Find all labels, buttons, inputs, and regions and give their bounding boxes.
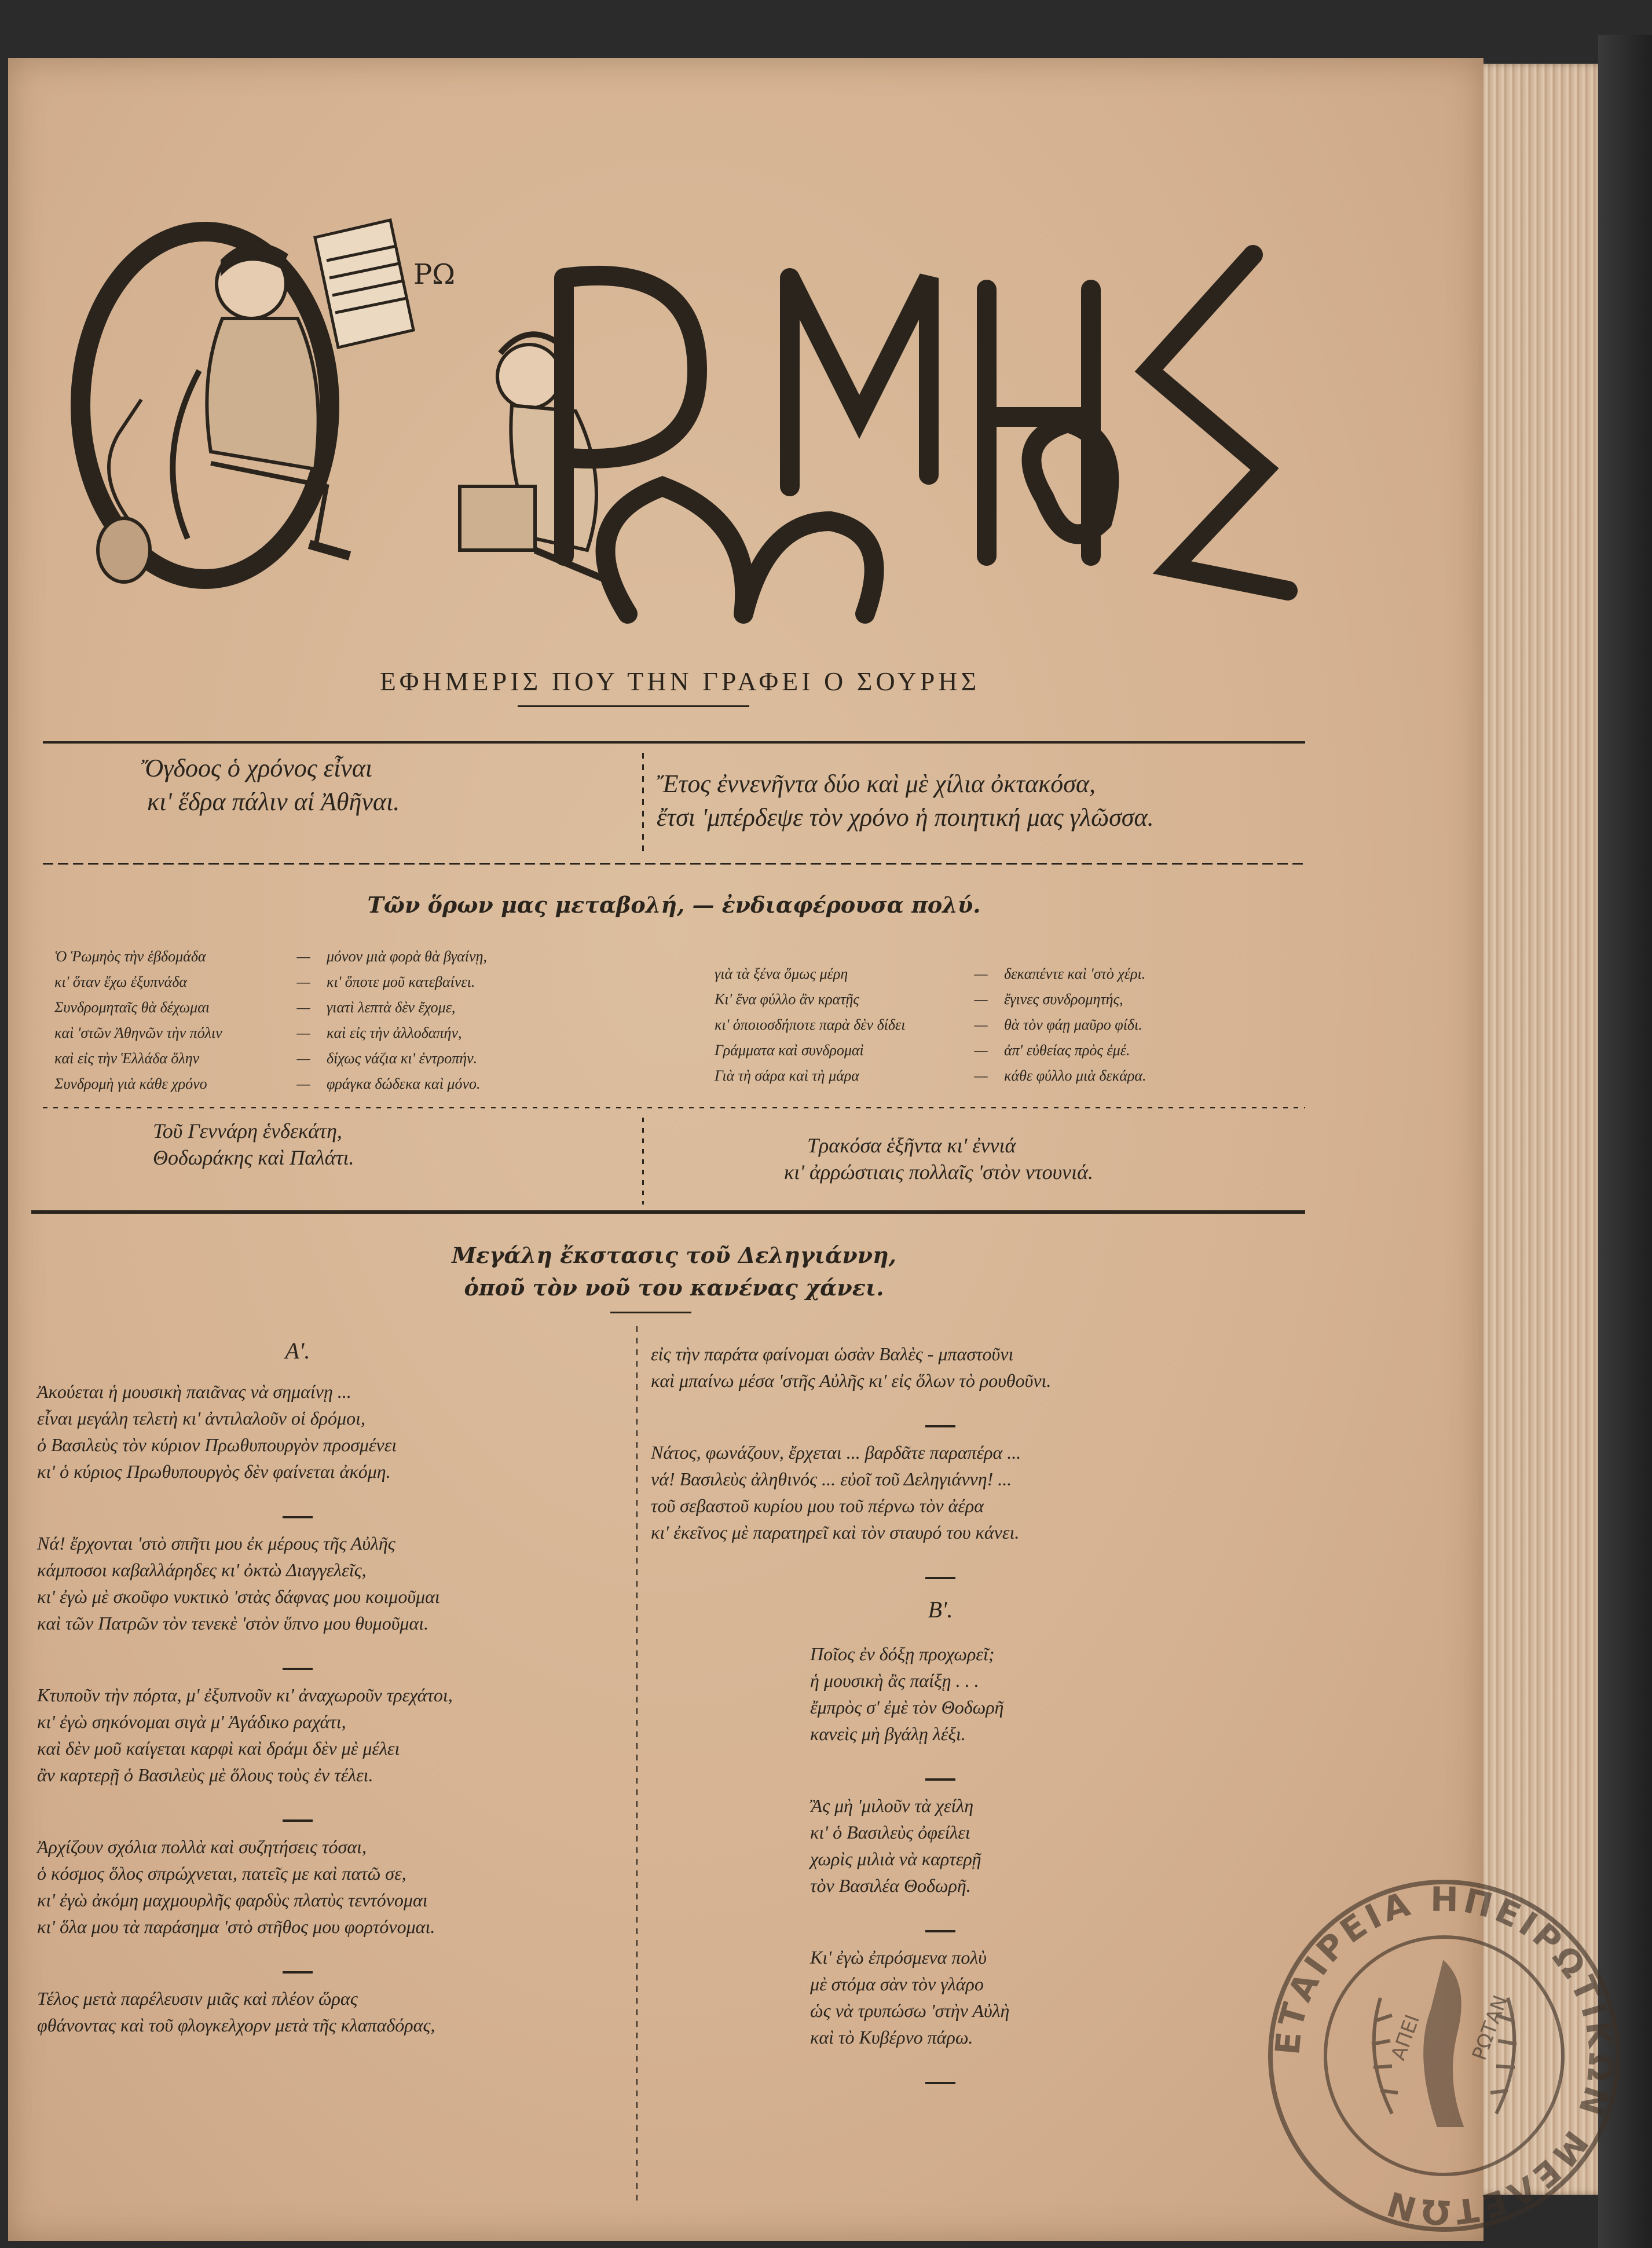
title-letter-mu [790, 278, 929, 486]
stanza-separator [925, 1425, 955, 1427]
terms-dash: — [974, 1016, 988, 1033]
terms-left-b: μόνον μιὰ φορὰ θὰ βγαίνῃ, [327, 948, 487, 965]
title-letter-sigma [1149, 255, 1288, 591]
poem-line: Κτυποῦν τὴν πόρτα, μ' ἐξυπνοῦν κι' ἀναχωροῦν τρεχάτοι, [37, 1685, 453, 1705]
terms-row [54, 1071, 487, 1097]
terms-heading: Τῶν ὅρων μας μεταβολή, — ἐνδιαφέρουσα πολύ. [367, 892, 981, 918]
poem-stanza [810, 1792, 1288, 1899]
terms-right-a: Γράμματα καὶ συνδρομαὶ [715, 1042, 864, 1059]
stanza-separator [925, 1778, 955, 1781]
header-verse-left-line1: Ὄγδοος ὁ χρόνος εἶναι [141, 754, 373, 782]
terms-dash: — [296, 1075, 310, 1092]
header-verse-right-line1: Ἔτος ἐννενῆντα δύο καὶ μὲ χίλια ὀκτακόσα, [657, 770, 1096, 798]
stanza-separator [283, 1819, 313, 1822]
poem-stanza [651, 1341, 1288, 1394]
article-title-line2: ὁποῦ τὸν νοῦ του κανένας χάνει. [464, 1275, 884, 1301]
terms-left-b: κι' ὅποτε μοῦ κατεβαίνει. [327, 973, 475, 990]
poem-line: ὡς νὰ τρυπώσω 'στὴν Αὐλὴ [810, 2000, 1010, 2021]
terms-row [54, 995, 487, 1020]
poem-line: Νάτος, φωνάζουν, ἔρχεται ... βαρδᾶτε παραπέρα ... [651, 1442, 1021, 1463]
stanza-separator [925, 1930, 955, 1932]
stanza-separator [283, 1971, 313, 1974]
poem-line: Κι' ἐγὼ ἐπρόσμενα πολὺ [810, 1947, 987, 1968]
newspaper-page [8, 58, 1621, 2241]
date-verse-left-line1: Τοῦ Γεννάρη ἑνδεκάτη, [153, 1119, 342, 1143]
poem-line: ἂν καρτερῇ ὁ Βασιλεὺς μὲ ὅλους τοὺς ἐν τέλει. [37, 1764, 373, 1785]
poem-stanza [810, 1944, 1288, 2051]
stanza-separator [283, 1668, 313, 1670]
masthead-title-letters [564, 255, 1288, 614]
terms-row [54, 944, 487, 969]
poem-line: κι' ἐκεῖνος μὲ παρατηρεῖ καὶ τὸν σταυρό του κάνει. [651, 1522, 1020, 1543]
terms-right-b: θὰ τὸν φάῃ μαῦρο φίδι. [1004, 1016, 1142, 1033]
poem-line: καὶ μπαίνω μέσα 'στῆς Αὐλῆς κι' εἰς ὅλων τὸ ρουθοῦνι. [651, 1370, 1052, 1391]
terms-dash: — [296, 948, 310, 965]
terms-left-b: φράγκα δώδεκα καὶ μόνο. [327, 1075, 481, 1092]
poem-stanza [37, 1378, 616, 1485]
poem-stanza [37, 1833, 616, 1940]
poem-line: κι' ἐγὼ μὲ σκοῦφο νυκτικὸ 'στὰς δάφνας μου κοιμοῦμαι [37, 1586, 440, 1607]
poem-line: κι' ὁ κύριος Πρωθυπουργὸς δὲν φαίνεται ἀκόμη. [37, 1461, 391, 1482]
poem-line: ὁ Βασιλεὺς τὸν κύριον Πρωθυπουργὸν προσμένει [37, 1434, 397, 1455]
terms-left-b: δίχως νάζια κι' ἐντροπήν. [327, 1050, 478, 1067]
terms-right-b: ἀπ' εὐθείας πρὸς ἐμέ. [1004, 1042, 1130, 1059]
date-verse-right-line1: Τρακόσα ἑξῆντα κι' ἐννιά [807, 1134, 1016, 1157]
title-letter-omega [606, 486, 874, 614]
header-top-rule [43, 741, 1305, 744]
terms-right-a: κι' ὁποιοσδήποτε παρὰ δὲν δίδει [715, 1016, 906, 1033]
poem-line: Ἀκούεται ἡ μουσικὴ παιᾶνας νὰ σημαίνῃ ... [37, 1381, 351, 1402]
poem-line: καὶ δὲν μοῦ καίγεται καρφὶ καὶ δράμι δὲν μὲ μέλει [37, 1738, 400, 1759]
terms-dash: — [974, 991, 988, 1008]
article-title-divider [610, 1312, 691, 1313]
poem-line: χωρὶς μιλιὰ νὰ καρτερῇ [810, 1848, 981, 1869]
terms-left-a: Ὁ Ῥωμηὸς τὴν ἑβδομάδα [54, 948, 206, 965]
header-verse-left [141, 752, 400, 819]
stanza-separator [925, 1577, 955, 1579]
header-verse-right-line2: ἔτσι 'μπέρδεψε τὸν χρόνο ἡ ποιητική μας γλῶσσα. [657, 803, 1154, 832]
poem-line: τὸν Βασιλέα Θοδωρῆ. [810, 1875, 971, 1896]
tagline-divider [518, 705, 749, 707]
poem-line: κι' ὁ Βασιλεὺς ὀφείλει [810, 1822, 970, 1843]
terms-row [715, 1038, 1146, 1063]
terms-left-a: καὶ 'στῶν Ἀθηνῶν τὴν πόλιν [54, 1024, 222, 1041]
terms-row [715, 961, 1146, 987]
header-verse-left-line2: κι' ἕδρα πάλιν αἱ Ἀθῆναι. [147, 788, 400, 816]
section-a-heading: Α'. [285, 1338, 310, 1364]
terms-row [715, 1012, 1146, 1038]
stanza-separator [925, 2082, 955, 2084]
header-bottom-wavy-rule [43, 863, 1305, 865]
terms-dash: — [296, 973, 310, 990]
article-right-column [651, 1341, 1288, 2096]
terms-dash: — [974, 1042, 988, 1059]
date-verse-divider [642, 1118, 644, 1204]
terms-right-block [715, 961, 1146, 1089]
terms-row [715, 1063, 1146, 1089]
poem-line: κι' ἐγὼ σηκόνομαι σιγὰ μ' Ἀγάδικο ραχάτι, [37, 1711, 346, 1732]
poem-stanza [37, 1985, 616, 2038]
terms-left-b: γιατὶ λεπτὰ δὲν ἔχομε, [327, 999, 456, 1016]
terms-right-a: γιὰ τὰ ξένα ὅμως μέρη [715, 965, 848, 982]
masthead-tagline: ΕΦΗΜΕΡΙΣ ΠΟΥ ΤΗΝ ΓΡΑΦΕΙ Ο ΣΟΥΡΗΣ [379, 667, 980, 696]
terms-row [54, 1046, 487, 1071]
poem-line: Ἀρχίζουν σχόλια πολλὰ καὶ συζητήσεις τόσαι, [37, 1836, 367, 1857]
terms-dash: — [296, 999, 310, 1016]
terms-left-b: καὶ εἰς τὴν ἀλλοδαπήν, [327, 1024, 462, 1041]
terms-right-b: κάθε φύλλο μιὰ δεκάρα. [1004, 1067, 1146, 1084]
section-b-heading: Β'. [928, 1597, 953, 1623]
terms-right-a: Κι' ἕνα φύλλο ἂν κρατῇς [715, 991, 859, 1008]
poem-line: Νά! ἔρχονται 'στὸ σπῆτι μου ἐκ μέρους τῆς Αὐλῆς [37, 1533, 395, 1554]
stamp-ring-text: ΕΤΑΙΡΕΙΑ ΗΠΕΙΡΩΤΙΚΩΝ ΜΕΛΕΤΩΝ [1268, 1879, 1621, 2233]
poem-line: καὶ τὸ Κυβέρνο πάρω. [810, 2027, 973, 2048]
newspaper-sign-text: ΡΩ [413, 258, 456, 291]
date-verse-left [153, 1118, 354, 1171]
terms-left-a: καὶ εἰς τὴν Ἑλλάδα ὅλην [54, 1050, 200, 1067]
terms-row [54, 969, 487, 995]
poem-line: τοῦ σεβαστοῦ κυρίου μου τοῦ πέρνω τὸν ἀέρα [651, 1495, 984, 1516]
stanza-separator [283, 1516, 313, 1518]
poem-line: νά! Βασιλεὺς ἀληθινός ... εὐοῖ τοῦ Δεληγιάννη! ... [651, 1469, 1012, 1489]
poem-line: κάμποσοι καβαλλάρηδες κι' ὀκτὼ Διαγγελεῖς, [37, 1559, 367, 1580]
article-title [43, 1239, 1305, 1304]
article-left-column [37, 1338, 616, 2065]
terms-right-b: δεκαπέντε καὶ 'στὸ χέρι. [1004, 965, 1146, 982]
terms-row [715, 987, 1146, 1012]
terms-dash: — [296, 1050, 310, 1067]
poem-line: Τέλος μετὰ παρέλευσιν μιᾶς καὶ πλέον ὥρας [37, 1988, 358, 2009]
poem-line: κανεὶς μὴ βγάλῃ λέξι. [810, 1723, 966, 1744]
masthead-illustration [60, 197, 1323, 637]
terms-left-a: κι' ὅταν ἔχω ἐξυπνάδα [54, 973, 188, 990]
poem-line: φθάνοντας καὶ τοῦ φλογκελχορν μετὰ τῆς κλαπαδόρας, [37, 2015, 435, 2035]
terms-right-a: Γιὰ τὴ σάρα καὶ τὴ μάρα [715, 1067, 859, 1084]
terms-right-b: ἔγινες συνδρομητής, [1004, 991, 1123, 1008]
section-b-stanzas [651, 1641, 1288, 2096]
stamp-center-text-left: ΑΠΕΙ [1386, 2011, 1424, 2064]
poem-line: Ποῖος ἐν δόξῃ προχωρεῖ; [810, 1643, 995, 1664]
date-verse-right [784, 1132, 1093, 1185]
poem-line: Ἂς μὴ 'μιλοῦν τὰ χείλη [810, 1795, 974, 1816]
terms-dash: — [296, 1024, 310, 1041]
library-stamp [1259, 1870, 1629, 2241]
terms-dash: — [974, 965, 988, 982]
header-verse-right [657, 767, 1154, 834]
date-verse-right-line2: κι' ἀρρώστιαις πολλαῖς 'στὸν ντουνιά. [784, 1160, 1094, 1184]
poem-line: ἔμπρὸς σ' ἐμὲ τὸν Θοδωρῆ [810, 1697, 1004, 1718]
section-heavy-rule [31, 1210, 1305, 1214]
newspaper-sheet [315, 220, 413, 347]
column-divider [636, 1326, 638, 2206]
poem-line: εἰς τὴν παράτα φαίνομαι ὡσὰν Βαλὲς - μπαστοῦνι [651, 1343, 1014, 1364]
poem-stanza [37, 1682, 616, 1788]
poem-line: ἡ μουσικὴ ἂς παίξῃ . . . [810, 1670, 979, 1691]
terms-dotted-rule [43, 1107, 1305, 1108]
terms-left-a: Συνδρομηταῖς θὰ δέχωμαι [54, 999, 210, 1016]
header-verse-divider [642, 753, 644, 851]
terms-left-block [54, 944, 487, 1097]
poem-line: κι' ὅλα μου τὰ παράσημα 'στὸ στῆθος μου φορτόνομαι. [37, 1916, 435, 1937]
poem-line: καὶ τῶν Πατρῶν τὸν τενεκὲ 'στὸν ὕπνο μου θυμοῦμαι. [37, 1613, 429, 1634]
poem-line: ὁ κόσμος ὅλος σπρώχνεται, πατεῖς με καὶ πατῶ σε, [37, 1863, 406, 1884]
article-title-line1: Μεγάλη ἔκστασις τοῦ Δεληγιάννη, [452, 1242, 896, 1268]
poem-stanza [651, 1439, 1288, 1546]
stamp-center-text-right: ΡΩΤΑΝ [1467, 1992, 1513, 2064]
poem-stanza [810, 1641, 1288, 1747]
poem-line: εἶναι μεγάλη τελετὴ κι' ἀντιλαλοῦν οἱ δρόμοι, [37, 1408, 365, 1429]
poem-line: κι' ἐγὼ ἀκόμη μαχμουρλῆς φαρδὺς πλατὺς τεντόνομαι [37, 1890, 428, 1910]
terms-dash: — [974, 1067, 988, 1084]
terms-left-a: Συνδρομὴ γιὰ κάθε χρόνο [54, 1075, 207, 1092]
date-verse-left-line2: Θοδωράκης καὶ Παλάτι. [153, 1146, 354, 1169]
poem-line: μὲ στόμα σὰν τὸν γλάρο [810, 1974, 984, 1994]
terms-row [54, 1020, 487, 1046]
poem-stanza [37, 1530, 616, 1636]
